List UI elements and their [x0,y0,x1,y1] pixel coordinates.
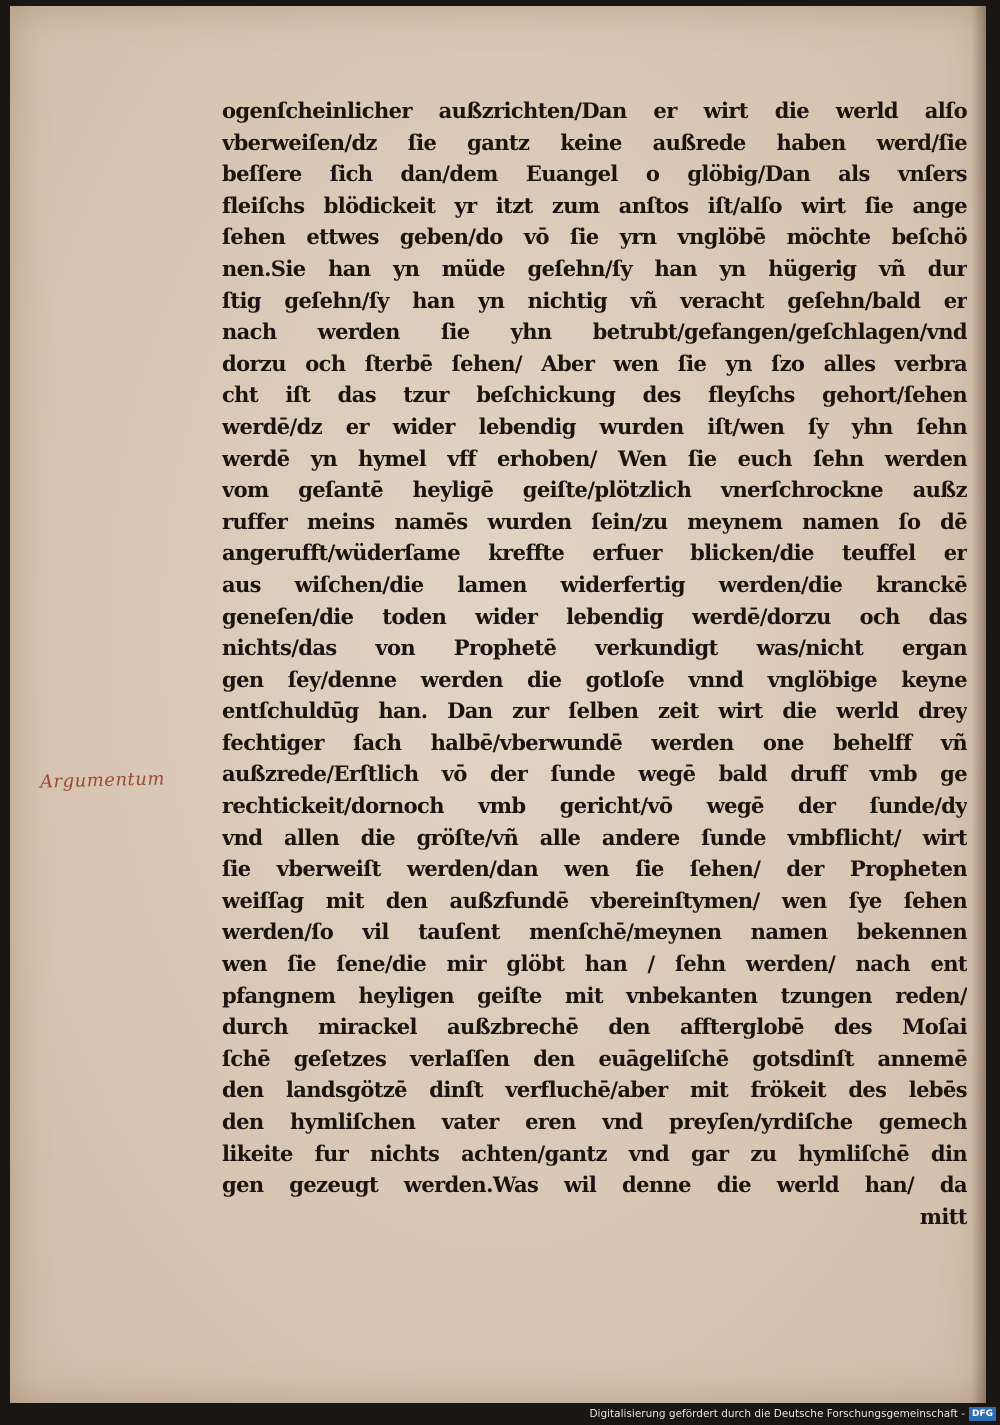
text-line: ſchē geſetzes verlaſſen den euāgeliſchē gotsdinſt annemē [222,1045,967,1071]
text-line: vom geſantē heyligē geiſte/plötzlich vnerſchrockne außz [222,477,967,503]
text-line: geneſen/die toden wider lebendig werdē/dorzu och das [222,603,967,629]
footer-bar [589,1405,996,1423]
text-line: cht iſt das tzur beſchickung des fleyſchs gehort/ſehen [222,382,967,408]
funding-credit: Digitalisierung gefördert durch die Deutsche Forschungsgemeinschaft - [589,1408,965,1420]
text-line: pfangnem heyligen geiſte mit vnbekanten tzungen reden/ [222,982,967,1008]
text-line: ſehen ettwes geben/do vō ſie yrn vnglöbē möchte beſchö [222,224,967,250]
margin-annotation: Argumentum [39,768,166,793]
text-line: ſtig geſehn/ſy han yn nichtig vñ veracht geſehn/bald er [222,287,967,313]
text-line: werdē yn hymel vff erhoben/ Wen ſie euch ſehn werden [222,445,967,471]
text-line: entſchuldūg han. Dan zur ſelben zeit wirt die werld drey [222,698,967,724]
text-line: rechtickeit/dornoch vmb gericht/vō wegē der ſunde/dy [222,793,967,819]
text-line: ſie vberweiſt werden/dan wen ſie ſehen/ der Propheten [222,856,967,882]
text-line: nen.Sie han yn müde geſehn/ſy han yn hügerig vñ dur [222,255,967,281]
text-line: aus wiſchen/die lamen widerfertig werden/die kranckē [222,571,967,597]
text-line: durch mirackel außzbrechē den affterglobē des Moſai [222,1014,967,1040]
text-line: fleiſchs blödickeit yr itzt zum anſtos iſt/alſo wirt ſie ange [222,192,967,218]
text-line: den landsgötzē dinſt verfluchē/aber mit frökeit des lebēs [222,1077,967,1103]
text-line: den hymliſchen vater eren vnd preyſen/yrdiſche gemech [222,1109,967,1134]
text-line: gen ſey/denne werden die gotloſe vnnd vnglöbige keyne [222,666,967,692]
text-line: vberweiſen/dz ſie gantz keine außrede haben werd/ſie [222,129,967,155]
scanned-page [10,6,986,1403]
text-line: weiſſag mit den außzfundē vbereinſtymen/ wen ſye ſehen [222,887,967,913]
text-line: angerufft/wüderſame kreffte erfuer blicken/die teuffel er [222,540,967,566]
text-line: ruffer meins namēs wurden ſein/zu meynem namen ſo dē [222,508,967,534]
text-line: wen ſie ſene/die mir glöbt han / ſehn werden/ nach ent [222,951,967,977]
dfg-logo-icon: DFG [969,1407,996,1421]
catchword: mitt [919,1203,967,1229]
text-line: fechtiger ſach halbē/vberwundē werden one behelff vñ [222,729,967,755]
text-line: werden/ſo vil tauſent menſchē/meynen namen bekennen [222,919,967,945]
text-line: nach werden ſie yhn betrubt/gefangen/geſchlagen/vnd [222,319,967,345]
text-line: likeite fur nichts achten/gantz vnd gar zu hymliſchē din [222,1140,967,1166]
text-line: nichts/das von Prophetē verkundigt was/nicht ergan [222,635,967,661]
text-line: ogenſcheinlicher außzrichten/Dan er wirt die werld alſo [222,98,967,123]
body-text [222,95,967,1232]
text-line: vnd allen die gröſte/vñ alle andere ſunde vmbflicht/ wirt [222,824,967,850]
text-line: dorzu och ſterbē ſehen/ Aber wen ſie yn ſzo alles verbra [222,350,967,376]
text-line: außzrede/Erſtlich vō der ſunde wegē bald druff vmb ge [222,761,967,787]
text-line: werdē/dz er wider lebendig wurden iſt/wen ſy yhn ſehn [222,413,967,439]
text-line: gen gezeugt werden.Was wil denne die werld han/ da [222,1172,967,1198]
text-line: beſſere ſich dan/dem Euangel o glöbig/Dan als vnſers [222,161,967,187]
